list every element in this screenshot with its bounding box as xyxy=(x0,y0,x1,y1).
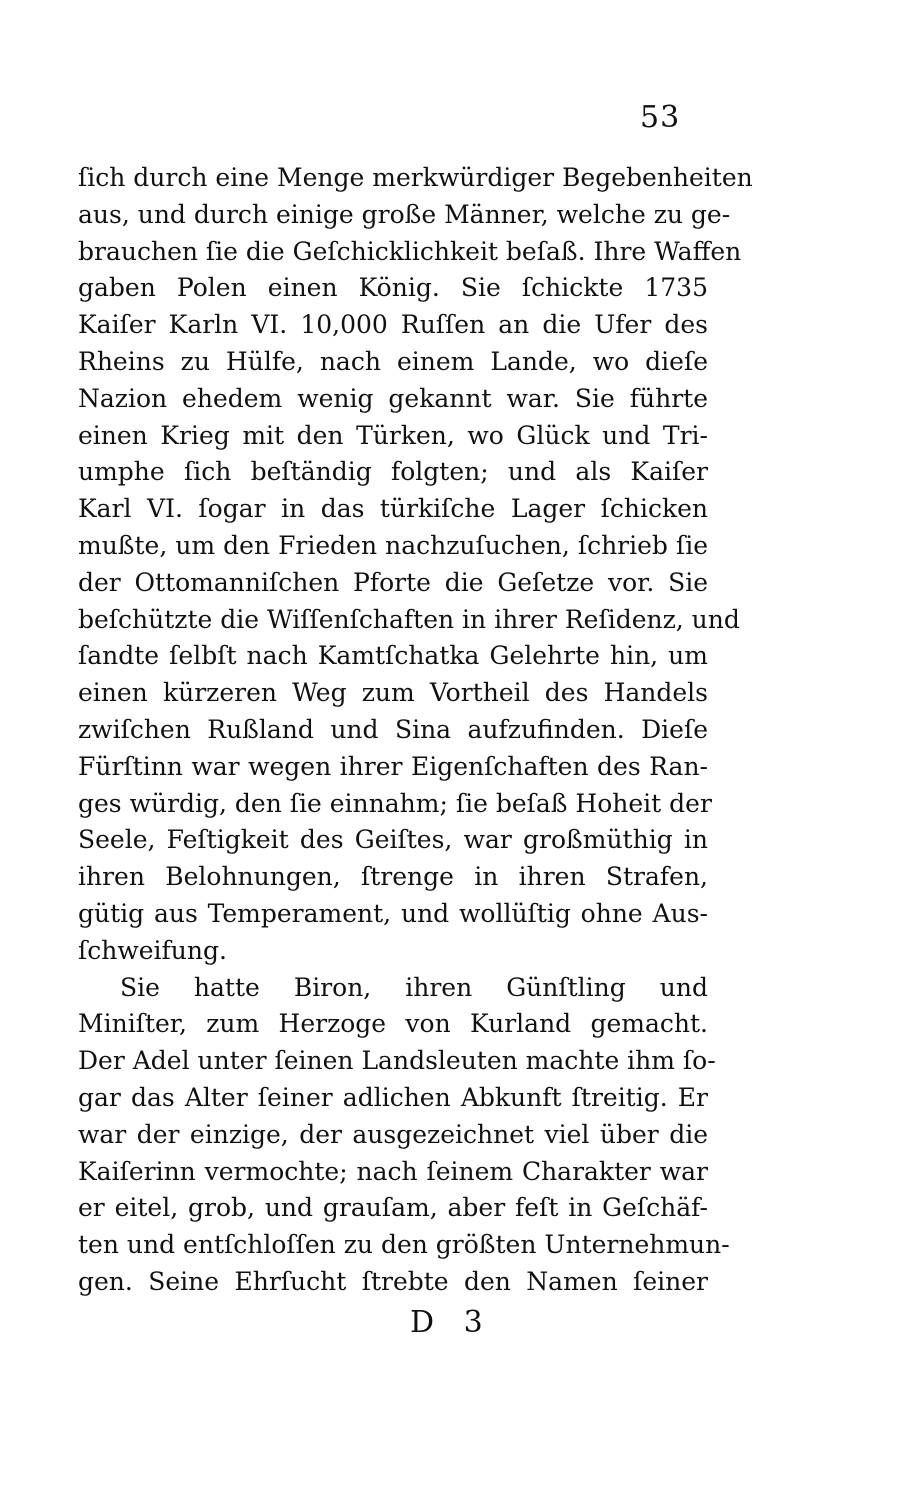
text-line: gar das Alter ſeiner adlichen Abkunft ſtreitig. Er xyxy=(78,1082,708,1112)
text-line: Karl VI. ſogar in das türkiſche Lager ſchicken xyxy=(78,494,708,524)
text-line: gaben Polen einen König. Sie ſchickte 1735 xyxy=(78,273,708,303)
text-line: Nazion ehedem wenig gekannt war. Sie führte xyxy=(78,383,708,413)
text-line: Kaiſer Karln VI. 10,000 Ruſſen an die Ufer des xyxy=(78,310,708,340)
page-number: 53 xyxy=(640,100,681,135)
text-line: umphe ſich beſtändig folgten; und als Kaiſer xyxy=(78,457,708,487)
text-line: ihren Belohnungen, ſtrenge in ihren Strafen, xyxy=(78,862,708,892)
text-line: Sie hatte Biron, ihren Günſtling und xyxy=(120,972,708,1002)
text-line: ſich durch eine Menge merkwürdiger Begebenheiten xyxy=(78,163,753,192)
text-line: Seele, Feſtigkeit des Geiſtes, war großmüthig in xyxy=(78,825,708,855)
text-line: gütig aus Temperament, und wollüſtig ohne Aus- xyxy=(78,898,708,928)
text-line: beſchützte die Wiſſenſchaften in ihrer Reſidenz, und xyxy=(78,604,740,634)
text-line: Miniſter, zum Herzoge von Kurland gemacht. xyxy=(78,1009,708,1039)
body-text xyxy=(78,160,753,1301)
text-line: Kaiſerinn vermochte; nach ſeinem Charakter war xyxy=(78,1156,708,1186)
text-line: war der einzige, der ausgezeichnet viel über die xyxy=(78,1119,708,1149)
text-line: brauchen ſie die Geſchicklichkeit beſaß. Ihre Waffen xyxy=(78,236,742,266)
text-line: ges würdig, den ſie einnahm; ſie beſaß Hoheit der xyxy=(78,788,712,818)
text-line: er eitel, grob, und grauſam, aber feſt in Geſchäf- xyxy=(78,1193,708,1223)
text-line: Der Adel unter ſeinen Landsleuten machte ihm ſo- xyxy=(78,1046,716,1076)
text-line: Fürſtinn war wegen ihrer Eigenſchaften des Ran- xyxy=(78,751,708,781)
signature-mark: D 3 xyxy=(410,1305,493,1340)
text-line: gen. Seine Ehrſucht ſtrebte den Namen ſeiner xyxy=(78,1266,708,1296)
text-line: einen Krieg mit den Türken, wo Glück und Tri- xyxy=(78,420,708,450)
text-line: ſchweifung. xyxy=(78,935,227,965)
text-line: ſandte ſelbſt nach Kamtſchatka Gelehrte hin, um xyxy=(78,641,708,671)
text-line: mußte, um den Frieden nachzuſuchen, ſchrieb ſie xyxy=(78,530,708,560)
text-line: der Ottomanniſchen Pforte die Geſetze vor. Sie xyxy=(78,567,708,597)
text-line: aus, und durch einige große Männer, welche zu ge- xyxy=(78,199,731,229)
text-line: zwiſchen Rußland und Sina aufzufinden. Dieſe xyxy=(78,714,708,744)
text-line: einen kürzeren Weg zum Vortheil des Handels xyxy=(78,678,708,708)
text-line: Rheins zu Hülfe, nach einem Lande, wo dieſe xyxy=(78,346,708,376)
text-line: ten und entſchloſſen zu den größten Unternehmun- xyxy=(78,1230,730,1260)
